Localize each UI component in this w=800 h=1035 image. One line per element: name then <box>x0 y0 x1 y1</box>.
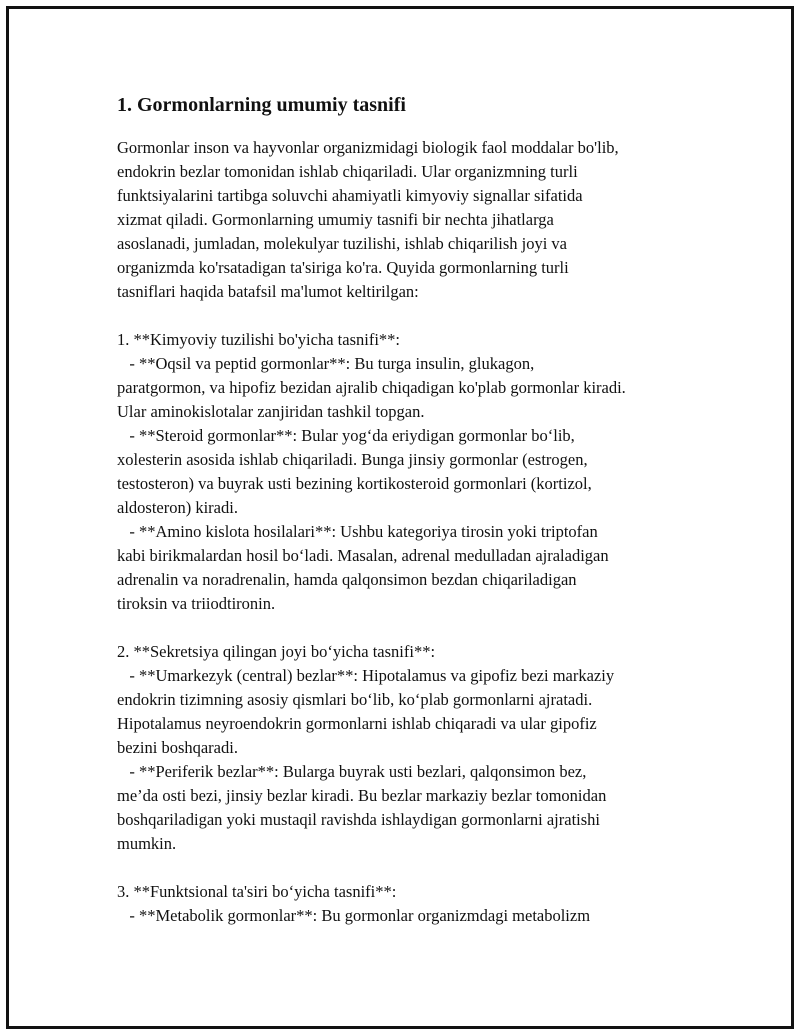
document-body <box>117 92 697 928</box>
intro-paragraph <box>117 136 697 304</box>
chemical-structure-section <box>117 328 697 616</box>
text-line: - **Oqsil va peptid gormonlar**: Bu turga insulin, glukagon, <box>117 354 535 373</box>
text-line: tasniflari haqida batafsil ma'lumot keltirilgan: <box>117 282 419 301</box>
text-line: boshqariladigan yoki mustaqil ravishda ishlaydigan gormonlarni ajratishi <box>117 810 600 829</box>
text-line: funktsiyalarini tartibga soluvchi ahamiyatli kimyoviy signallar sifatida <box>117 186 583 205</box>
text-line: tiroksin va triiodtironin. <box>117 594 276 613</box>
text-line: endokrin tizimning asosiy qismlari bo‘lib, ko‘plab gormonlarni ajratadi. <box>117 690 593 709</box>
text-line: - **Metabolik gormonlar**: Bu gormonlar organizmdagi metabolizm <box>117 906 591 925</box>
text-line: kabi birikmalardan hosil bo‘ladi. Masalan, adrenal medulladan ajraladigan <box>117 546 609 565</box>
text-line: 2. **Sekretsiya qilingan joyi bo‘yicha tasnifi**: <box>117 642 436 661</box>
text-line: Gormonlar inson va hayvonlar organizmidagi biologik faol moddalar bo'lib, <box>117 138 619 157</box>
text-line: aldosteron) kiradi. <box>117 498 238 517</box>
text-line: mumkin. <box>117 834 177 853</box>
text-line: organizmda ko'rsatadigan ta'siriga ko'ra. Quyida gormonlarning turli <box>117 258 569 277</box>
text-line: - **Steroid gormonlar**: Bular yog‘da eriydigan gormonlar bo‘lib, <box>117 426 575 445</box>
text-line: paratgormon, va hipofiz bezidan ajralib chiqadigan ko'plab gormonlar kiradi. <box>117 378 626 397</box>
text-line: xolesterin asosida ishlab chiqariladi. Bunga jinsiy gormonlar (estrogen, <box>117 450 588 469</box>
text-line: xizmat qiladi. Gormonlarning umumiy tasnifi bir nechta jihatlarga <box>117 210 554 229</box>
text-line: adrenalin va noradrenalin, hamda qalqonsimon bezdan chiqariladigan <box>117 570 577 589</box>
text-line: asoslanadi, jumladan, molekulyar tuzilishi, ishlab chiqarilish joyi va <box>117 234 567 253</box>
text-line: testosteron) va buyrak usti bezining kortikosteroid gormonlari (kortizol, <box>117 474 592 493</box>
text-line: bezini boshqaradi. <box>117 738 238 757</box>
text-line: - **Periferik bezlar**: Bularga buyrak usti bezlari, qalqonsimon bez, <box>117 762 587 781</box>
section-heading: 1. Gormonlarning umumiy tasnifi <box>117 94 406 116</box>
text-line: me’da osti bezi, jinsiy bezlar kiradi. Bu bezlar markaziy bezlar tomonidan <box>117 786 607 805</box>
text-line: 1. **Kimyoviy tuzilishi bo'yicha tasnifi**: <box>117 330 400 349</box>
text-line: 3. **Funktsional ta'siri bo‘yicha tasnifi**: <box>117 882 397 901</box>
text-line: - **Umarkezyk (central) bezlar**: Hipotalamus va gipofiz bezi markaziy <box>117 666 615 685</box>
text-line: Hipotalamus neyroendokrin gormonlarni ishlab chiqaradi va ular gipofiz <box>117 714 597 733</box>
secretion-site-section <box>117 640 697 856</box>
text-line: endokrin bezlar tomonidan ishlab chiqariladi. Ular organizmning turli <box>117 162 578 181</box>
functional-effect-section <box>117 880 697 928</box>
text-line: Ular aminokislotalar zanjiridan tashkil topgan. <box>117 402 425 421</box>
text-line: - **Amino kislota hosilalari**: Ushbu kategoriya tirosin yoki triptofan <box>117 522 598 541</box>
